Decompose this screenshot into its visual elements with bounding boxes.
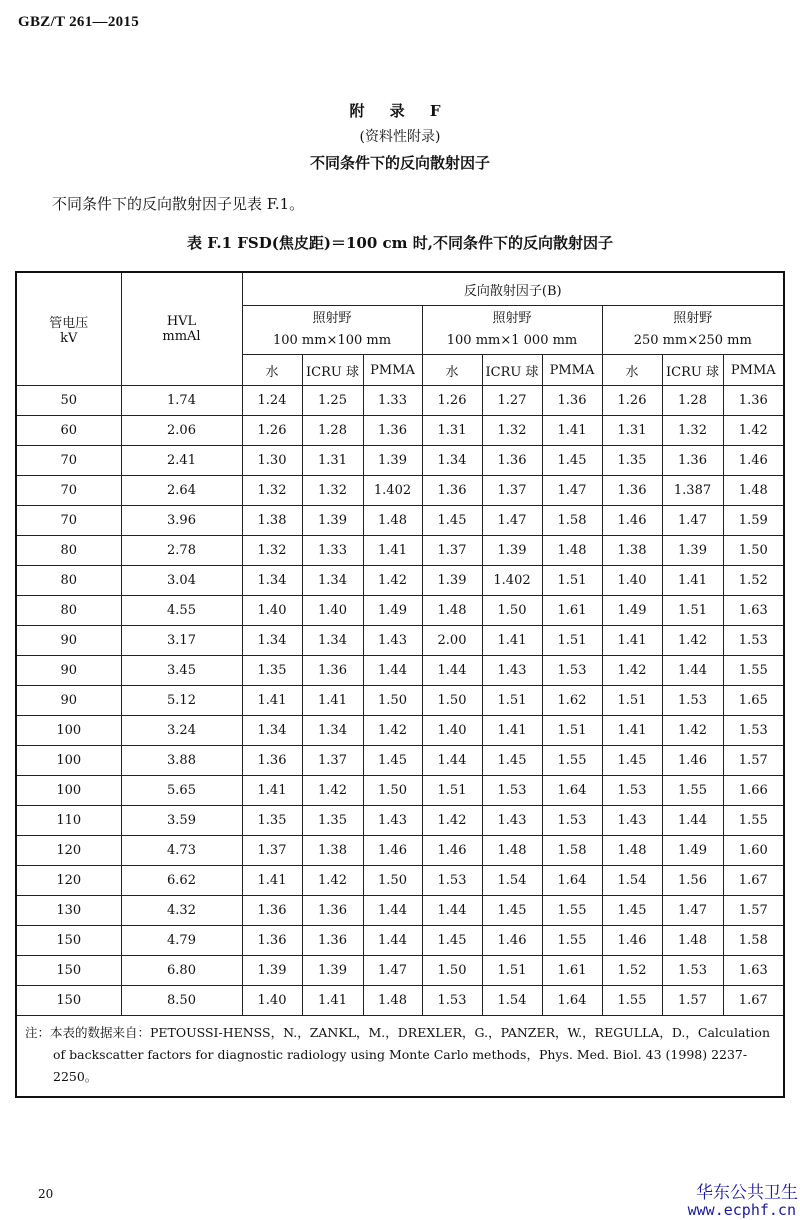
table-cell: 1.41 xyxy=(302,986,363,1016)
table-cell: 1.60 xyxy=(723,836,784,866)
table-cell: 3.17 xyxy=(121,626,242,656)
table-cell: 1.32 xyxy=(302,476,363,506)
table-cell: 1.42 xyxy=(363,566,422,596)
table-cell: 1.41 xyxy=(542,416,602,446)
table-cell: 1.44 xyxy=(363,926,422,956)
table-cell: 1.64 xyxy=(542,776,602,806)
table-cell: 1.61 xyxy=(542,956,602,986)
table-cell: 1.36 xyxy=(302,926,363,956)
table-cell: 1.39 xyxy=(363,446,422,476)
table-cell: 1.36 xyxy=(662,446,723,476)
table-cell: 1.42 xyxy=(662,716,723,746)
table-cell: 1.51 xyxy=(602,686,662,716)
table-row xyxy=(16,896,784,926)
table-cell: 1.49 xyxy=(363,596,422,626)
table-cell: 1.38 xyxy=(602,536,662,566)
table-cell: 1.47 xyxy=(662,896,723,926)
table-cell: 1.40 xyxy=(422,716,482,746)
col-header-hvl-unit: mmAl xyxy=(162,329,201,344)
table-cell: 1.57 xyxy=(723,746,784,776)
appendix-name: 不同条件下的反向散射因子 xyxy=(309,154,490,172)
table-cell: 1.45 xyxy=(422,506,482,536)
table-cell: 1.57 xyxy=(723,896,784,926)
table-cell: 1.37 xyxy=(422,536,482,566)
table-row xyxy=(16,926,784,956)
col-header-hvl xyxy=(121,272,242,386)
table-cell: 1.26 xyxy=(602,386,662,416)
table-cell: 1.34 xyxy=(242,566,302,596)
table-row xyxy=(16,626,784,656)
subcol-icru: ICRU 球 xyxy=(662,355,723,386)
subcol-pmma: PMMA xyxy=(542,355,602,386)
table-cell: 1.402 xyxy=(482,566,542,596)
table-cell: 6.62 xyxy=(121,866,242,896)
table-cell: 1.50 xyxy=(363,776,422,806)
field-header-1 xyxy=(242,306,422,355)
table-cell: 1.42 xyxy=(302,866,363,896)
table-cell: 1.67 xyxy=(723,986,784,1016)
table-cell: 1.36 xyxy=(422,476,482,506)
table-cell: 1.36 xyxy=(363,416,422,446)
table-cell: 1.48 xyxy=(723,476,784,506)
table-cell: 1.34 xyxy=(242,626,302,656)
col-header-hvl-label: HVL xyxy=(166,314,197,329)
table-cell: 1.41 xyxy=(602,626,662,656)
table-cell: 1.37 xyxy=(242,836,302,866)
table-cell: 1.46 xyxy=(363,836,422,866)
table-row xyxy=(16,566,784,596)
table-cell: 4.73 xyxy=(121,836,242,866)
table-cell: 1.58 xyxy=(542,506,602,536)
table-cell: 1.39 xyxy=(422,566,482,596)
table-cell: 1.74 xyxy=(121,386,242,416)
table-cell: 1.48 xyxy=(363,506,422,536)
table-cell: 6.80 xyxy=(121,956,242,986)
table-cell: 1.41 xyxy=(242,866,302,896)
table-cell: 1.36 xyxy=(302,896,363,926)
table-cell: 1.51 xyxy=(542,626,602,656)
field-label: 照射野 xyxy=(312,311,352,326)
table-cell: 1.61 xyxy=(542,596,602,626)
table-row xyxy=(16,836,784,866)
table-cell: 1.44 xyxy=(422,746,482,776)
table-cell: 3.96 xyxy=(121,506,242,536)
table-cell: 1.41 xyxy=(302,686,363,716)
table-cell: 130 xyxy=(16,896,121,926)
table-row xyxy=(16,866,784,896)
table-cell: 1.45 xyxy=(602,746,662,776)
col-header-voltage xyxy=(16,272,121,386)
table-row xyxy=(16,956,784,986)
table-cell: 1.33 xyxy=(302,536,363,566)
table-cell: 1.53 xyxy=(662,956,723,986)
table-cell: 1.67 xyxy=(723,866,784,896)
table-cell: 1.53 xyxy=(542,656,602,686)
appendix-subtitle: (资料性附录) xyxy=(359,129,441,145)
table-cell: 1.40 xyxy=(242,596,302,626)
table-cell: 1.36 xyxy=(242,746,302,776)
table-cell: 1.51 xyxy=(482,956,542,986)
table-cell: 1.40 xyxy=(302,596,363,626)
table-cell: 100 xyxy=(16,746,121,776)
table-cell: 1.39 xyxy=(662,536,723,566)
table-cell: 1.35 xyxy=(242,656,302,686)
table-cell: 1.34 xyxy=(302,566,363,596)
table-row xyxy=(16,686,784,716)
table-cell: 1.45 xyxy=(602,896,662,926)
table-cell: 1.46 xyxy=(662,746,723,776)
table-cell: 1.31 xyxy=(422,416,482,446)
table-cell: 1.55 xyxy=(723,806,784,836)
table-cell: 1.39 xyxy=(302,506,363,536)
table-cell: 1.45 xyxy=(422,926,482,956)
table-cell: 2.78 xyxy=(121,536,242,566)
table-cell: 1.46 xyxy=(602,506,662,536)
table-cell: 1.64 xyxy=(542,986,602,1016)
table-cell: 1.53 xyxy=(602,776,662,806)
table-cell: 1.35 xyxy=(602,446,662,476)
table-cell: 1.58 xyxy=(542,836,602,866)
table-cell: 1.38 xyxy=(302,836,363,866)
table-cell: 1.36 xyxy=(482,446,542,476)
table-cell: 1.44 xyxy=(422,896,482,926)
intro-paragraph: 不同条件下的反向散射因子见表 F.1。 xyxy=(52,195,305,213)
table-cell: 1.28 xyxy=(662,386,723,416)
table-row xyxy=(16,476,784,506)
table-cell: 1.55 xyxy=(542,926,602,956)
table-cell: 1.36 xyxy=(602,476,662,506)
table-cell: 90 xyxy=(16,626,121,656)
page-number: 20 xyxy=(38,1187,54,1201)
table-cell: 70 xyxy=(16,476,121,506)
table-cell: 1.36 xyxy=(723,386,784,416)
backscatter-table xyxy=(15,271,785,1098)
table-cell: 150 xyxy=(16,956,121,986)
table-cell: 1.44 xyxy=(662,656,723,686)
table-cell: 80 xyxy=(16,566,121,596)
table-cell: 1.48 xyxy=(482,836,542,866)
table-row xyxy=(16,506,784,536)
subcol-water: 水 xyxy=(422,355,482,386)
table-cell: 100 xyxy=(16,716,121,746)
table-cell: 1.44 xyxy=(422,656,482,686)
table-cell: 1.36 xyxy=(542,386,602,416)
table-caption: 表 F.1 FSD(焦皮距)＝100 cm 时,不同条件下的反向散射因子 xyxy=(187,234,613,252)
table-cell: 1.44 xyxy=(363,656,422,686)
table-cell: 150 xyxy=(16,986,121,1016)
table-cell: 1.53 xyxy=(723,626,784,656)
table-cell: 1.39 xyxy=(302,956,363,986)
table-cell: 1.43 xyxy=(363,626,422,656)
table-cell: 1.387 xyxy=(662,476,723,506)
table-cell: 4.55 xyxy=(121,596,242,626)
table-cell: 1.24 xyxy=(242,386,302,416)
table-row xyxy=(16,446,784,476)
table-cell: 2.06 xyxy=(121,416,242,446)
watermark-url: www.ecphf.cn xyxy=(687,1201,796,1219)
table-cell: 1.43 xyxy=(602,806,662,836)
table-cell: 100 xyxy=(16,776,121,806)
table-cell: 1.33 xyxy=(363,386,422,416)
table-cell: 1.53 xyxy=(723,716,784,746)
table-cell: 1.39 xyxy=(482,536,542,566)
table-cell: 120 xyxy=(16,836,121,866)
table-note: 注：本表的数据来自：PETOUSSI-HENSS，N.，ZANKL，M.，DREXLER，G.，PANZER，W.，REGULLA，D.，Calculation of backscatter factors for diagnostic radiology using Monte Carlo methods，Phys. Med. Biol. 43 (1998) 2237-2250。 xyxy=(16,1016,784,1098)
table-row xyxy=(16,416,784,446)
table-row xyxy=(16,776,784,806)
table-cell: 1.46 xyxy=(602,926,662,956)
field-size: 250 mm×250 mm xyxy=(633,333,752,348)
table-cell: 1.37 xyxy=(302,746,363,776)
table-cell: 1.30 xyxy=(242,446,302,476)
table-cell: 80 xyxy=(16,596,121,626)
table-cell: 1.51 xyxy=(482,686,542,716)
table-cell: 5.12 xyxy=(121,686,242,716)
table-cell: 50 xyxy=(16,386,121,416)
table-cell: 1.51 xyxy=(662,596,723,626)
table-cell: 1.34 xyxy=(242,716,302,746)
table-cell: 90 xyxy=(16,686,121,716)
table-cell: 1.41 xyxy=(242,776,302,806)
table-cell: 1.32 xyxy=(242,476,302,506)
table-cell: 1.43 xyxy=(482,656,542,686)
table-cell: 1.41 xyxy=(482,626,542,656)
table-row xyxy=(16,656,784,686)
field-size: 100 mm×1 000 mm xyxy=(446,333,578,348)
table-cell: 1.63 xyxy=(723,596,784,626)
table-cell: 2.41 xyxy=(121,446,242,476)
watermark-name: 华东公共卫生 xyxy=(696,1183,798,1203)
table-cell: 1.47 xyxy=(482,506,542,536)
table-row xyxy=(16,806,784,836)
table-cell: 3.59 xyxy=(121,806,242,836)
table-cell: 1.50 xyxy=(723,536,784,566)
table-cell: 1.49 xyxy=(662,836,723,866)
table-cell: 1.35 xyxy=(242,806,302,836)
appendix-title: 附 录 F xyxy=(349,102,451,120)
table-cell: 1.36 xyxy=(242,926,302,956)
table-cell: 1.42 xyxy=(302,776,363,806)
table-cell: 1.38 xyxy=(242,506,302,536)
table-cell: 1.55 xyxy=(723,656,784,686)
subcol-water: 水 xyxy=(242,355,302,386)
table-cell: 3.45 xyxy=(121,656,242,686)
table-cell: 1.37 xyxy=(482,476,542,506)
table-cell: 1.42 xyxy=(363,716,422,746)
table-cell: 1.32 xyxy=(242,536,302,566)
table-cell: 1.34 xyxy=(422,446,482,476)
table-cell: 1.25 xyxy=(302,386,363,416)
table-cell: 1.32 xyxy=(662,416,723,446)
table-cell: 1.47 xyxy=(363,956,422,986)
table-cell: 1.48 xyxy=(363,986,422,1016)
table-cell: 1.57 xyxy=(662,986,723,1016)
table-cell: 1.62 xyxy=(542,686,602,716)
table-row xyxy=(16,716,784,746)
table-cell: 1.47 xyxy=(662,506,723,536)
table-cell: 1.36 xyxy=(302,656,363,686)
table-cell: 1.31 xyxy=(602,416,662,446)
table-cell: 1.47 xyxy=(542,476,602,506)
table-cell: 1.50 xyxy=(363,866,422,896)
subcol-water: 水 xyxy=(602,355,662,386)
field-label: 照射野 xyxy=(492,311,532,326)
table-cell: 3.04 xyxy=(121,566,242,596)
table-cell: 4.79 xyxy=(121,926,242,956)
table-cell: 1.42 xyxy=(602,656,662,686)
subcol-icru: ICRU 球 xyxy=(302,355,363,386)
table-cell: 1.31 xyxy=(302,446,363,476)
table-cell: 1.46 xyxy=(723,446,784,476)
table-cell: 1.51 xyxy=(422,776,482,806)
table-cell: 1.53 xyxy=(662,686,723,716)
table-cell: 2.00 xyxy=(422,626,482,656)
table-cell: 1.41 xyxy=(662,566,723,596)
table-cell: 1.53 xyxy=(422,866,482,896)
table-cell: 1.66 xyxy=(723,776,784,806)
table-cell: 1.50 xyxy=(363,686,422,716)
table-cell: 1.45 xyxy=(542,446,602,476)
table-cell: 1.52 xyxy=(602,956,662,986)
table-row xyxy=(16,386,784,416)
table-cell: 1.34 xyxy=(302,716,363,746)
table-cell: 1.63 xyxy=(723,956,784,986)
subcol-pmma: PMMA xyxy=(363,355,422,386)
table-cell: 1.59 xyxy=(723,506,784,536)
table-cell: 1.48 xyxy=(422,596,482,626)
table-cell: 1.44 xyxy=(363,896,422,926)
field-header-3 xyxy=(602,306,784,355)
table-cell: 110 xyxy=(16,806,121,836)
table-cell: 1.402 xyxy=(363,476,422,506)
table-cell: 90 xyxy=(16,656,121,686)
table-cell: 3.88 xyxy=(121,746,242,776)
table-cell: 1.41 xyxy=(482,716,542,746)
table-cell: 1.54 xyxy=(482,866,542,896)
table-cell: 1.53 xyxy=(482,776,542,806)
table-cell: 1.42 xyxy=(723,416,784,446)
table-cell: 1.39 xyxy=(242,956,302,986)
table-cell: 1.44 xyxy=(662,806,723,836)
col-header-voltage-label: 管电压 xyxy=(49,316,89,331)
table-cell: 1.48 xyxy=(542,536,602,566)
table-cell: 1.50 xyxy=(422,956,482,986)
table-cell: 1.64 xyxy=(542,866,602,896)
table-cell: 4.32 xyxy=(121,896,242,926)
table-cell: 1.46 xyxy=(482,926,542,956)
table-cell: 1.51 xyxy=(542,716,602,746)
field-label: 照射野 xyxy=(673,311,713,326)
table-cell: 1.50 xyxy=(422,686,482,716)
table-cell: 8.50 xyxy=(121,986,242,1016)
table-row xyxy=(16,596,784,626)
table-cell: 1.56 xyxy=(662,866,723,896)
table-cell: 1.55 xyxy=(662,776,723,806)
table-cell: 60 xyxy=(16,416,121,446)
table-cell: 1.58 xyxy=(723,926,784,956)
table-cell: 150 xyxy=(16,926,121,956)
table-cell: 1.41 xyxy=(602,716,662,746)
table-cell: 1.40 xyxy=(242,986,302,1016)
table-cell: 1.28 xyxy=(302,416,363,446)
table-cell: 1.27 xyxy=(482,386,542,416)
table-row xyxy=(16,746,784,776)
table-cell: 1.53 xyxy=(422,986,482,1016)
table-cell: 1.55 xyxy=(542,746,602,776)
table-cell: 1.53 xyxy=(542,806,602,836)
table-cell: 1.26 xyxy=(242,416,302,446)
group-header-backscatter: 反向散射因子(B) xyxy=(242,272,784,306)
table-cell: 1.54 xyxy=(602,866,662,896)
table-cell: 1.41 xyxy=(242,686,302,716)
table-cell: 1.41 xyxy=(363,536,422,566)
table-cell: 1.45 xyxy=(363,746,422,776)
table-cell: 1.36 xyxy=(242,896,302,926)
table-cell: 1.46 xyxy=(422,836,482,866)
table-cell: 1.48 xyxy=(662,926,723,956)
table-cell: 5.65 xyxy=(121,776,242,806)
table-cell: 1.32 xyxy=(482,416,542,446)
table-cell: 80 xyxy=(16,536,121,566)
subcol-icru: ICRU 球 xyxy=(482,355,542,386)
table-cell: 1.40 xyxy=(602,566,662,596)
table-cell: 1.48 xyxy=(602,836,662,866)
table-cell: 1.55 xyxy=(602,986,662,1016)
table-row xyxy=(16,536,784,566)
table-body xyxy=(16,386,784,1016)
table-row xyxy=(16,986,784,1016)
table-cell: 1.50 xyxy=(482,596,542,626)
table-container xyxy=(15,271,783,1098)
table-cell: 1.45 xyxy=(482,896,542,926)
table-cell: 120 xyxy=(16,866,121,896)
col-header-voltage-unit: kV xyxy=(60,331,78,346)
table-cell: 1.35 xyxy=(302,806,363,836)
table-cell: 1.26 xyxy=(422,386,482,416)
field-header-2 xyxy=(422,306,602,355)
table-cell: 70 xyxy=(16,446,121,476)
table-cell: 1.49 xyxy=(602,596,662,626)
table-cell: 70 xyxy=(16,506,121,536)
table-cell: 1.42 xyxy=(662,626,723,656)
table-cell: 1.42 xyxy=(422,806,482,836)
table-cell: 1.34 xyxy=(302,626,363,656)
table-cell: 1.51 xyxy=(542,566,602,596)
table-cell: 1.45 xyxy=(482,746,542,776)
table-cell: 1.55 xyxy=(542,896,602,926)
table-cell: 2.64 xyxy=(121,476,242,506)
table-cell: 1.65 xyxy=(723,686,784,716)
table-cell: 1.43 xyxy=(482,806,542,836)
subcol-pmma: PMMA xyxy=(723,355,784,386)
table-cell: 1.54 xyxy=(482,986,542,1016)
table-cell: 1.52 xyxy=(723,566,784,596)
field-size: 100 mm×100 mm xyxy=(272,333,392,348)
table-cell: 3.24 xyxy=(121,716,242,746)
standard-code: GBZ/T 261—2015 xyxy=(18,14,140,30)
table-cell: 1.43 xyxy=(363,806,422,836)
